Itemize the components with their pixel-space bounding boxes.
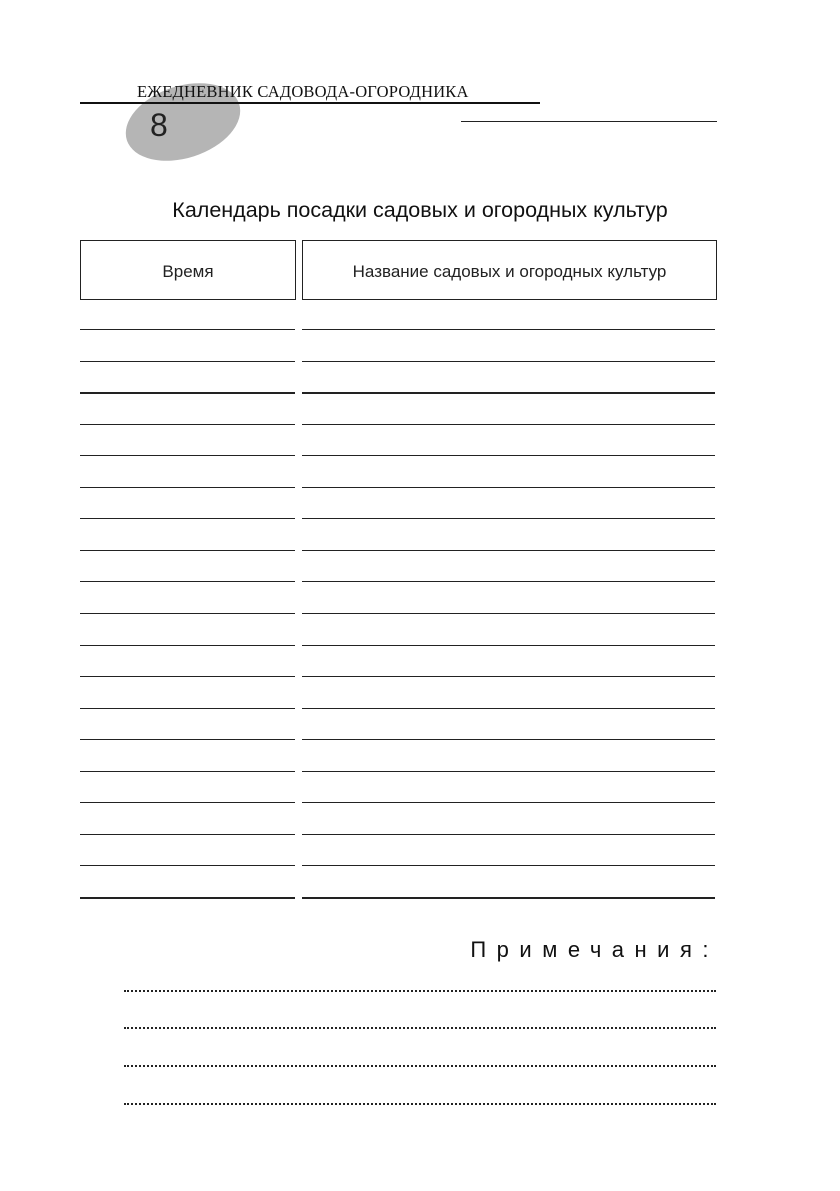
table-row-crop-line[interactable]	[302, 329, 715, 330]
table-row-crop-line[interactable]	[302, 865, 715, 866]
table-row-time-line[interactable]	[80, 455, 295, 456]
header-rule-left	[80, 102, 540, 104]
table-row-time-line[interactable]	[80, 487, 295, 488]
notes-dotted-line[interactable]	[124, 990, 716, 992]
table-row-crop-line[interactable]	[302, 897, 715, 899]
table-row-crop-line[interactable]	[302, 581, 715, 582]
table-row-crop-line[interactable]	[302, 676, 715, 677]
table-row-time-line[interactable]	[80, 897, 295, 899]
table-row-crop-line[interactable]	[302, 518, 715, 519]
notes-dotted-line[interactable]	[124, 1027, 716, 1029]
table-row-crop-line[interactable]	[302, 550, 715, 551]
table-row-time-line[interactable]	[80, 739, 295, 740]
table-row-crop-line[interactable]	[302, 487, 715, 488]
table-row-time-line[interactable]	[80, 518, 295, 519]
table-row-crop-line[interactable]	[302, 834, 715, 835]
table-row-crop-line[interactable]	[302, 708, 715, 709]
table-row-time-line[interactable]	[80, 771, 295, 772]
table-row-time-line[interactable]	[80, 645, 295, 646]
table-row-time-line[interactable]	[80, 581, 295, 582]
table-row-time-line[interactable]	[80, 802, 295, 803]
table-row-time-line[interactable]	[80, 613, 295, 614]
notes-label: Примечания:	[470, 937, 719, 962]
notes-dotted-line[interactable]	[124, 1065, 716, 1067]
table-row-crop-line[interactable]	[302, 424, 715, 425]
table-row-crop-line[interactable]	[302, 361, 715, 362]
notes-dotted-line[interactable]	[124, 1103, 716, 1105]
table-row-crop-line[interactable]	[302, 392, 715, 394]
table-row-time-line[interactable]	[80, 329, 295, 330]
table-row-crop-line[interactable]	[302, 802, 715, 803]
table-row-time-line[interactable]	[80, 865, 295, 866]
table-row-crop-line[interactable]	[302, 455, 715, 456]
table-row-crop-line[interactable]	[302, 645, 715, 646]
page-title-text: Календарь посадки садовых и огородных культур	[172, 198, 668, 222]
table-row-time-line[interactable]	[80, 834, 295, 835]
table-row-crop-line[interactable]	[302, 739, 715, 740]
table-row-time-line[interactable]	[80, 361, 295, 362]
running-title: ЕЖЕДНЕВНИК САДОВОДА-ОГОРОДНИКА	[137, 82, 469, 101]
table-row-crop-line[interactable]	[302, 613, 715, 614]
column-header-crop-label: Название садовых и огородных культур	[352, 262, 667, 281]
table-row-time-line[interactable]	[80, 676, 295, 677]
column-header-time-label: Время	[162, 262, 214, 281]
page-number: 8	[150, 107, 168, 143]
table-row-time-line[interactable]	[80, 424, 295, 425]
table-row-time-line[interactable]	[80, 550, 295, 551]
table-row-crop-line[interactable]	[302, 771, 715, 772]
table-row-time-line[interactable]	[80, 392, 295, 394]
table-row-time-line[interactable]	[80, 708, 295, 709]
